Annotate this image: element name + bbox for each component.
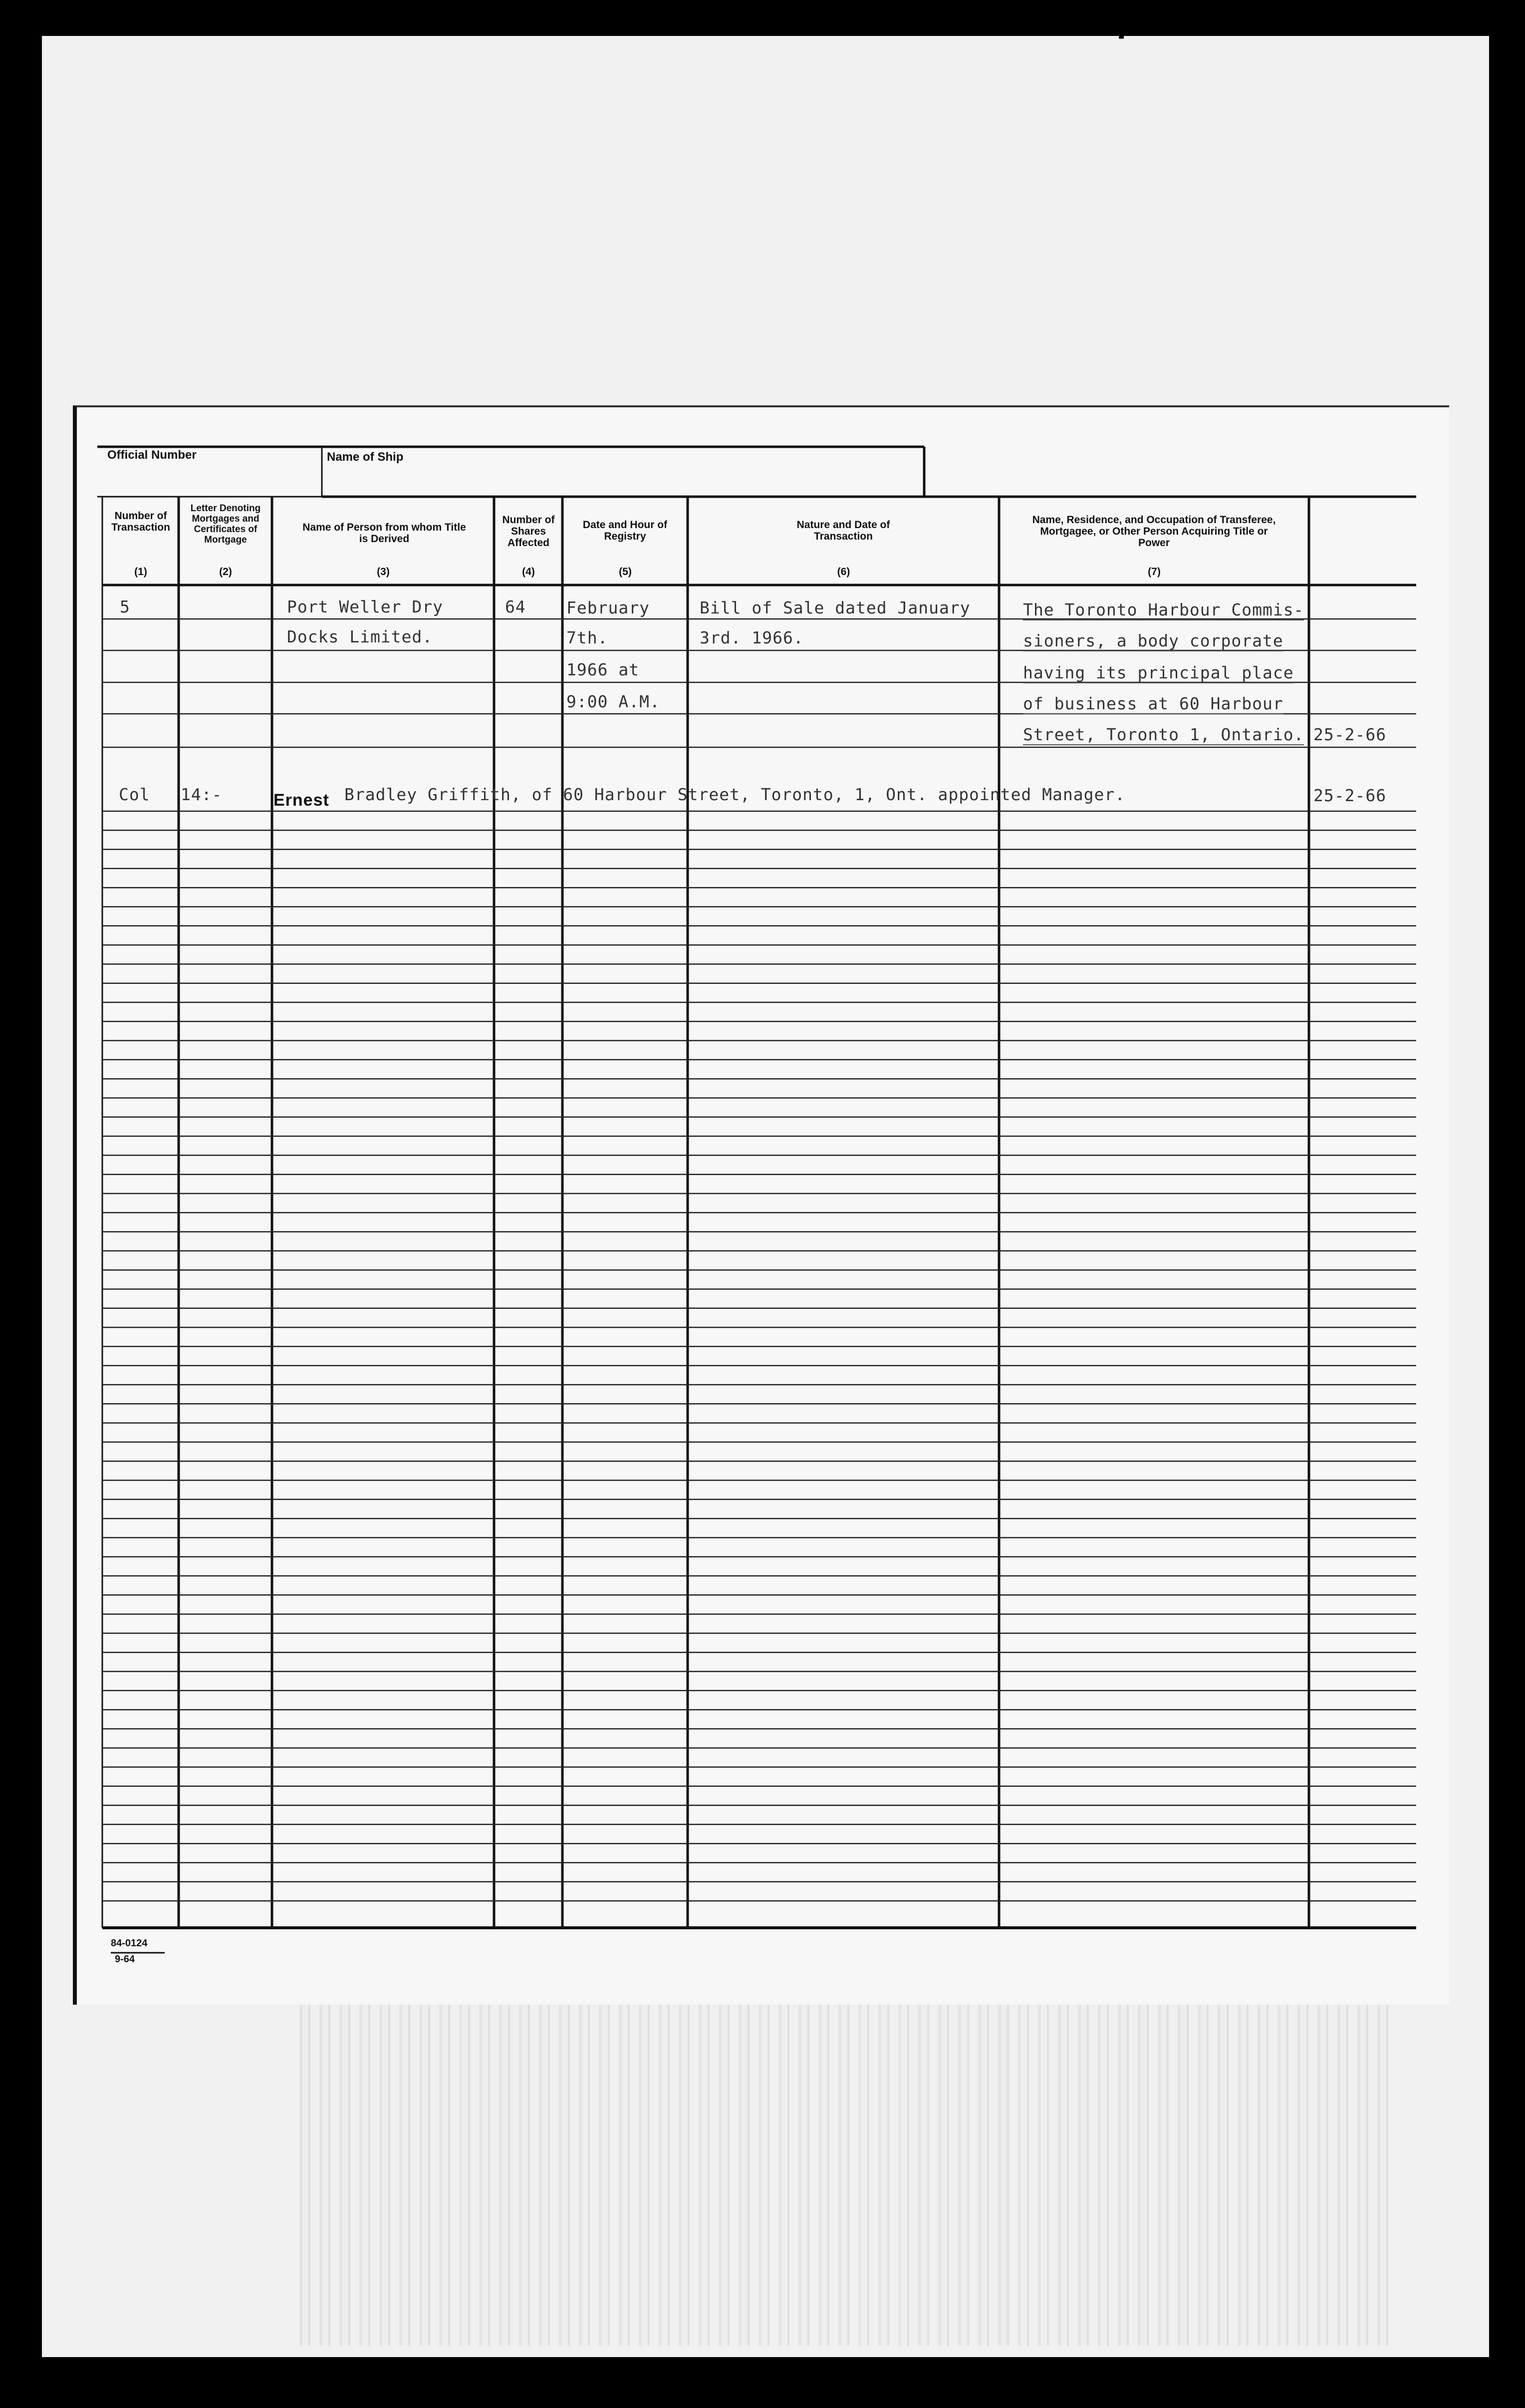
col3-header: Name of Person from whom Title is Derived — [302, 522, 466, 545]
entry1-from-line2: Docks Limited. — [287, 627, 433, 646]
entry1-acquirer-line4: of business at 60 Harbour — [1023, 694, 1283, 713]
entry1-nature-line1: Bill of Sale dated January — [700, 598, 971, 617]
entry2-col-ref: Col — [119, 785, 150, 804]
col1-number: (1) — [134, 566, 147, 578]
ship-name-label: Name of Ship — [327, 450, 404, 464]
entry2-margin-date: 25-2-66 — [1313, 786, 1387, 805]
col4-header: Number of Shares Affected — [502, 514, 555, 549]
col5-number: (5) — [619, 566, 632, 578]
entry1-acquirer-line1: The Toronto Harbour Commis- — [1023, 600, 1304, 619]
col6-number: (6) — [837, 566, 850, 578]
entry1-acquirer-line5: Street, Toronto 1, Ontario. — [1023, 725, 1304, 744]
entry2-text: Bradley Griffith, of 60 Harbour Street, Toronto, 1, Ont. appointed Manager. — [344, 785, 1126, 804]
entry1-date-line2: 7th. — [566, 628, 608, 647]
form-date: 9-64 — [115, 1954, 135, 1965]
entry1-date-line4: 9:00 A.M. — [566, 692, 660, 711]
col2-header: Letter Denoting Mortgages and Certificates of Mortgage — [190, 503, 261, 545]
col3-number: (3) — [377, 566, 390, 578]
col5-header: Date and Hour of Registry — [582, 519, 668, 542]
form-number: 84-0124 — [111, 1938, 148, 1949]
entry1-margin-date: 25-2-66 — [1313, 725, 1387, 744]
col7-header: Name, Residence, and Occupation of Transferee, Mortgagee, or Other Person Acquiring Title or Power — [1032, 514, 1276, 549]
corner-mark: ▪ — [1118, 25, 1125, 47]
col2-number: (2) — [219, 566, 232, 578]
col1-header: Number of Transaction — [111, 510, 170, 533]
entry1-shares: 64 — [505, 597, 526, 616]
entry1-acquirer-line3: having its principal place — [1023, 663, 1294, 682]
entry1-from-line1: Port Weller Dry — [287, 597, 444, 616]
col4-number: (4) — [522, 566, 535, 578]
entry1-nature-line2: 3rd. 1966. — [700, 628, 804, 647]
entry2-col-number: 14:- — [181, 785, 223, 804]
entry1-number: 5 — [120, 597, 130, 616]
entry2-first-word: Ernest — [273, 791, 329, 810]
entry1-date-line3: 1966 at — [566, 660, 640, 679]
official-number-label: Official Number — [107, 448, 197, 462]
col6-header: Nature and Date of Transaction — [796, 519, 890, 542]
entry1-acquirer-line2: sioners, a body corporate — [1023, 631, 1283, 650]
col7-number: (7) — [1148, 566, 1161, 578]
entry1-date-line1: February — [566, 598, 650, 617]
ship-name-field[interactable] — [329, 467, 918, 491]
official-number-field[interactable] — [107, 467, 317, 491]
